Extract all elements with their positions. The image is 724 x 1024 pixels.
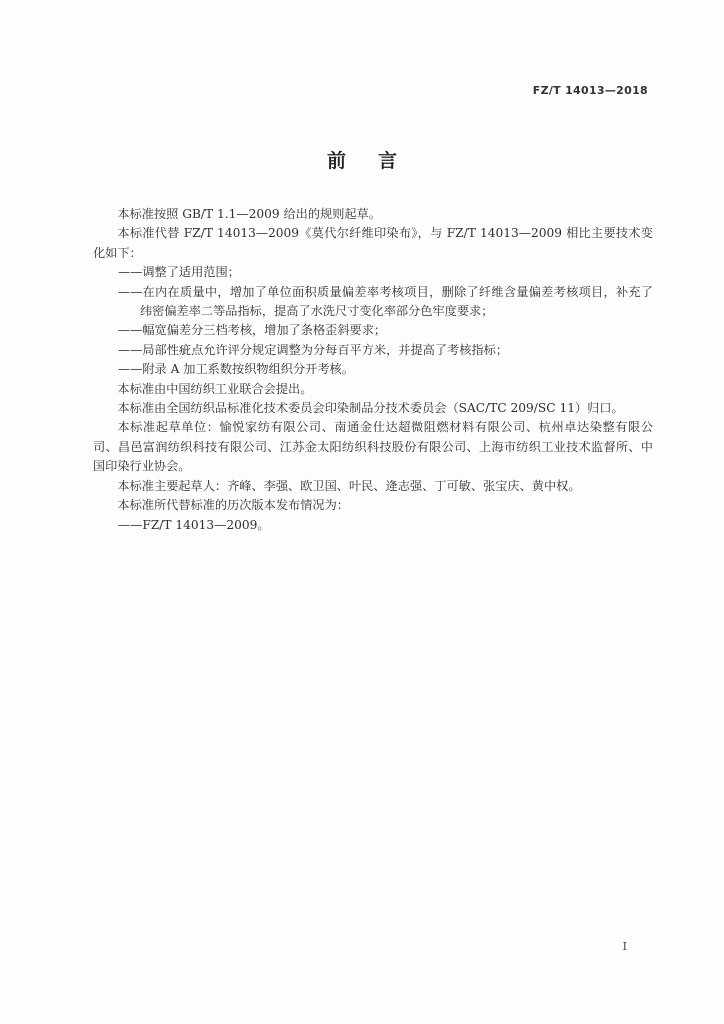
list-item-change: ——在内在质量中，增加了单位面积质量偏差率考核项目，删除了纤维含量偏差考核项目，补充了纬密偏差率二等品指标，提高了水洗尺寸变化率部分色牢度要求； — [118, 284, 653, 319]
paragraph-replacement: 本标准代替 FZ/T 14013—2009《莫代尔纤维印染布》，与 FZ/T 14013—2009 相比主要技术变化如下： — [93, 226, 653, 260]
paragraph-drafting-units: 本标准起草单位：愉悦家纺有限公司、南通金仕达超微阻燃材料有限公司、杭州卓达染整有限公司、昌邑富润纺织科技有限公司、江苏金太阳纺织科技股份有限公司、上海市纺织工业技术监督所、中国印染行业协会。 — [93, 420, 653, 474]
paragraph-drafting-rule: 本标准按照 GB/T 1.1—2009 给出的规则起草。 — [117, 207, 381, 221]
list-item-change: ——局部性疵点允许评分规定调整为分每百平方米，并提高了考核指标； — [118, 342, 508, 357]
page-title: 前言 — [326, 150, 429, 172]
paragraph-drafters: 本标准主要起草人：齐峰、李强、欧卫国、叶民、逄志强、丁可敏、张宝庆、黄中权。 — [117, 478, 581, 493]
paragraph-centralized: 本标准由全国纺织品标准化技术委员会印染制品分技术委员会（SAC/TC 209/SC 11）归口。 — [117, 401, 624, 416]
standard-code: FZ/T 14013—2018 — [532, 84, 648, 97]
page-number: I — [622, 940, 627, 953]
paragraph-history: 本标准所代替标准的历次版本发布情况为： — [117, 498, 349, 513]
foreword-body — [93, 205, 653, 535]
list-item-change: ——调整了适用范围； — [118, 265, 240, 280]
list-item-previous-edition: ——FZ/T 14013—2009。 — [118, 517, 270, 532]
paragraph-proposer: 本标准由中国纺织工业联合会提出。 — [117, 381, 313, 396]
list-item-change: ——幅宽偏差分三档考核，增加了条格歪斜要求； — [118, 323, 387, 338]
list-item-change: ——附录 A 加工系数按织物组织分开考核。 — [118, 362, 354, 377]
